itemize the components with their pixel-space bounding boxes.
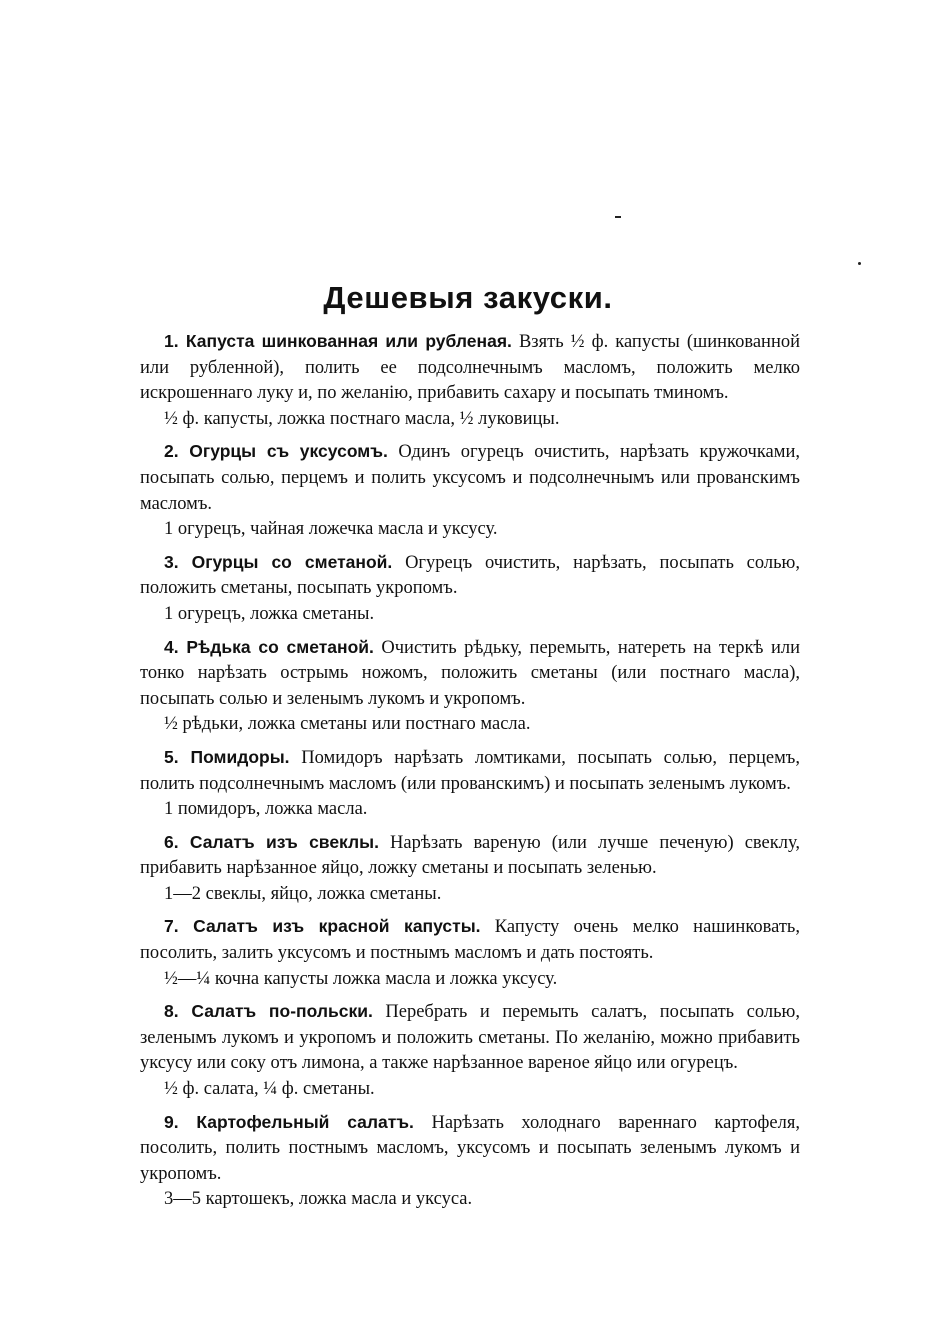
recipe-3-heading: 3. Огурцы со сметаной. bbox=[164, 551, 393, 572]
recipe-6-paragraph bbox=[140, 830, 800, 882]
recipe-1-text: Взять ½ ф. капусты (шинкованной или рубленной), полить ее подсолнечнымъ масломъ, положить мелко искрошеннаго луку и, по желанію, прибавить сахару и посыпать тминомъ. bbox=[140, 332, 800, 404]
recipe-1-heading: 1. Капуста шинкованная или рубленая. bbox=[164, 331, 512, 351]
recipe-9-ingredients: 3—5 картошекъ, ложка масла и уксуса. bbox=[164, 1189, 473, 1210]
recipe-8-ingredients: ½ ф. салата, ¼ ф. сметаны. bbox=[164, 1079, 375, 1100]
recipe-2-text: Одинъ огурецъ очистить, нарѣзать кружочками, посыпать солью, перцемъ и полить уксусомъ и подсолнечнымъ или прованскимъ масломъ. bbox=[140, 442, 800, 514]
recipe-4-ingredients: ½ рѣдьки, ложка сметаны или постнаго масла. bbox=[164, 714, 531, 735]
recipe-4-text: Очистить рѣдьку, перемыть, натереть на теркѣ или тонко нарѣзать острымь ножомъ, положить сметаны (или постнаго масла), посыпать солью и зеленымъ лукомъ и укропомъ. bbox=[140, 637, 801, 709]
print-speck bbox=[615, 216, 621, 218]
recipe-8-heading: 8. Салатъ по-польски. bbox=[164, 1001, 373, 1022]
recipe-3-paragraph bbox=[140, 550, 800, 602]
recipe-9-paragraph bbox=[140, 1110, 800, 1188]
recipe-6-ingredients: 1—2 свеклы, яйцо, ложка сметаны. bbox=[164, 883, 442, 904]
recipe-4-heading: 4. Рѣдька со сметаной. bbox=[164, 636, 374, 657]
recipe-2-heading: 2. Огурцы съ уксусомъ. bbox=[164, 441, 388, 462]
recipe-5-heading: 5. Помидоры. bbox=[164, 746, 290, 767]
recipe-4-paragraph bbox=[140, 635, 800, 713]
recipe-7-paragraph bbox=[140, 914, 800, 966]
recipe-9-text: Нарѣзать холоднаго вареннаго картофеля, посолить, полить постнымъ масломъ, уксусомъ и посыпать зеленымъ лукомъ и укропомъ. bbox=[140, 1112, 800, 1184]
recipe-2-ingredients: 1 огурецъ, чайная ложечка масла и уксусу. bbox=[164, 519, 498, 540]
recipe-7-ingredients: ½—¼ кочна капусты ложка масла и ложка уксусу. bbox=[164, 968, 558, 989]
recipe-1-ingredients: ½ ф. капусты, ложка постнаго масла, ½ луковицы. bbox=[164, 408, 560, 429]
recipe-8-text: Перебрать и перемыть салатъ, посыпать солью, зеленымъ лукомъ и укропомъ и положить сметаны. По желанію, можно прибавить уксусу или соку отъ лимона, а также нарѣзанное вареное яйцо или огурецъ. bbox=[140, 1002, 801, 1074]
recipe-7-text: Капусту очень мелко нашинковать, посолить, залить уксусомъ и постнымъ масломъ и дать постоять. bbox=[140, 917, 800, 964]
recipe-3-text: Огурецъ очистить, нарѣзать, посыпать солью, положить сметаны, посыпать укропомъ. bbox=[140, 552, 801, 599]
recipe-1-paragraph bbox=[140, 329, 800, 407]
recipe-list bbox=[140, 329, 800, 1220]
recipe-8-paragraph bbox=[140, 999, 800, 1077]
recipe-3-ingredients: 1 огурецъ, ложка сметаны. bbox=[164, 603, 375, 624]
recipe-2-paragraph bbox=[140, 439, 800, 517]
recipe-5-ingredients: 1 помидоръ, ложка масла. bbox=[164, 799, 368, 820]
page-title: Дешевыя закуски. bbox=[323, 280, 613, 315]
recipe-6-text: Нарѣзать вареную (или лучше печеную) свеклу, прибавить нарѣзанное яйцо, ложку сметаны и посыпать зеленью. bbox=[140, 832, 801, 879]
recipe-5-paragraph bbox=[140, 745, 800, 797]
recipe-6-heading: 6. Салатъ изъ свеклы. bbox=[164, 831, 379, 852]
recipe-9-heading: 9. Картофельный салатъ. bbox=[164, 1111, 414, 1132]
print-speck bbox=[858, 262, 861, 265]
recipe-5-text: Помидоръ нарѣзать ломтиками, посыпать солью, перцемъ, полить подсолнечнымъ масломъ (или прованскимъ) и посыпать зеленымъ лукомъ. bbox=[140, 747, 801, 794]
recipe-7-heading: 7. Салатъ изъ красной капусты. bbox=[164, 916, 481, 937]
